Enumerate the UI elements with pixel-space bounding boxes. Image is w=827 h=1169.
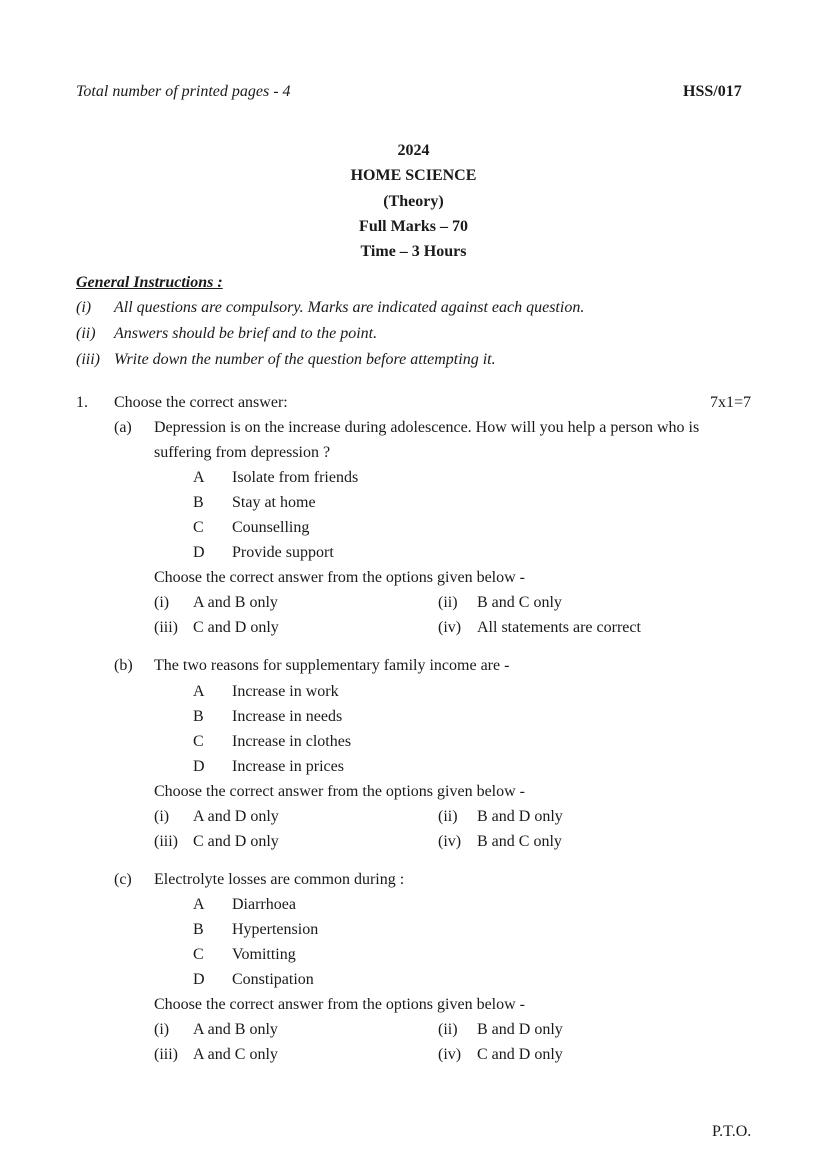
paper-type: (Theory): [383, 193, 444, 210]
instruction-number: (i): [76, 299, 92, 316]
choose-prompt: Choose the correct answer from the options given below -: [154, 783, 526, 800]
answer-number: (iv): [438, 1046, 462, 1063]
option-text: Stay at home: [232, 494, 316, 511]
option-letter: D: [193, 971, 205, 988]
option-letter: C: [193, 946, 204, 963]
option-text: Increase in clothes: [232, 733, 352, 750]
option-text: Vomitting: [232, 946, 296, 963]
answer-text: A and B only: [193, 1021, 278, 1038]
option-letter: D: [193, 758, 205, 775]
option-letter: C: [193, 733, 204, 750]
option-text: Provide support: [232, 544, 334, 561]
question-marks: 7x1=7: [710, 394, 752, 411]
subject-title: HOME SCIENCE: [350, 167, 477, 184]
instruction-text: All questions are compulsory. Marks are indicated against each question.: [114, 299, 585, 316]
answer-text: B and C only: [477, 833, 562, 850]
instruction-number: (iii): [76, 351, 100, 368]
answer-text: B and D only: [477, 808, 563, 825]
question-number: 1.: [76, 394, 88, 411]
subquestion-label: (b): [114, 657, 133, 674]
answer-number: (i): [154, 1021, 170, 1038]
answer-number: (ii): [438, 594, 458, 611]
choose-prompt: Choose the correct answer from the options given below -: [154, 996, 526, 1013]
option-letter: A: [193, 683, 205, 700]
answer-text: A and D only: [193, 808, 279, 825]
subquestion-label: (c): [114, 871, 132, 888]
option-text: Diarrhoea: [232, 896, 296, 913]
instruction-text: Answers should be brief and to the point.: [114, 325, 378, 342]
exam-year: 2024: [397, 142, 430, 159]
subquestion-label: (a): [114, 419, 132, 436]
question-text: Choose the correct answer:: [114, 394, 288, 411]
answer-text: B and D only: [477, 1021, 563, 1038]
option-text: Isolate from friends: [232, 469, 359, 486]
answer-number: (i): [154, 808, 170, 825]
answer-number: (iii): [154, 833, 178, 850]
answer-number: (iii): [154, 1046, 178, 1063]
option-letter: B: [193, 494, 204, 511]
instruction-text: Write down the number of the question before attempting it.: [114, 351, 496, 368]
answer-number: (ii): [438, 1021, 458, 1038]
answer-text: B and C only: [477, 594, 562, 611]
choose-prompt: Choose the correct answer from the options given below -: [154, 569, 526, 586]
option-letter: A: [193, 469, 205, 486]
option-letter: D: [193, 544, 205, 561]
option-text: Counselling: [232, 519, 310, 536]
answer-number: (iii): [154, 619, 178, 636]
option-text: Constipation: [232, 971, 314, 988]
instruction-number: (ii): [76, 325, 96, 342]
answer-text: A and C only: [193, 1046, 278, 1063]
answer-text: C and D only: [193, 833, 279, 850]
option-letter: B: [193, 921, 204, 938]
answer-text: C and D only: [477, 1046, 563, 1063]
full-marks: Full Marks – 70: [359, 218, 468, 235]
option-letter: A: [193, 896, 205, 913]
answer-number: (iv): [438, 619, 462, 636]
answer-number: (i): [154, 594, 170, 611]
option-text: Increase in needs: [232, 708, 343, 725]
time-allowed: Time – 3 Hours: [360, 243, 467, 260]
option-text: Hypertension: [232, 921, 319, 938]
answer-text: All statements are correct: [477, 619, 641, 636]
subquestion-text-continued: suffering from depression ?: [154, 444, 331, 461]
paper-code: HSS/017: [683, 83, 742, 100]
option-text: Increase in prices: [232, 758, 344, 775]
answer-text: C and D only: [193, 619, 279, 636]
subquestion-text: The two reasons for supplementary family income are -: [154, 657, 510, 674]
option-letter: B: [193, 708, 204, 725]
answer-text: A and B only: [193, 594, 278, 611]
please-turn-over: P.T.O.: [712, 1123, 752, 1140]
answer-number: (iv): [438, 833, 462, 850]
subquestion-text: Electrolyte losses are common during :: [154, 871, 405, 888]
option-text: Increase in work: [232, 683, 339, 700]
option-letter: C: [193, 519, 204, 536]
printed-pages-note: Total number of printed pages - 4: [76, 83, 291, 100]
answer-number: (ii): [438, 808, 458, 825]
instructions-heading: General Instructions :: [76, 274, 223, 291]
subquestion-text: Depression is on the increase during adolescence. How will you help a person who is: [154, 419, 700, 436]
